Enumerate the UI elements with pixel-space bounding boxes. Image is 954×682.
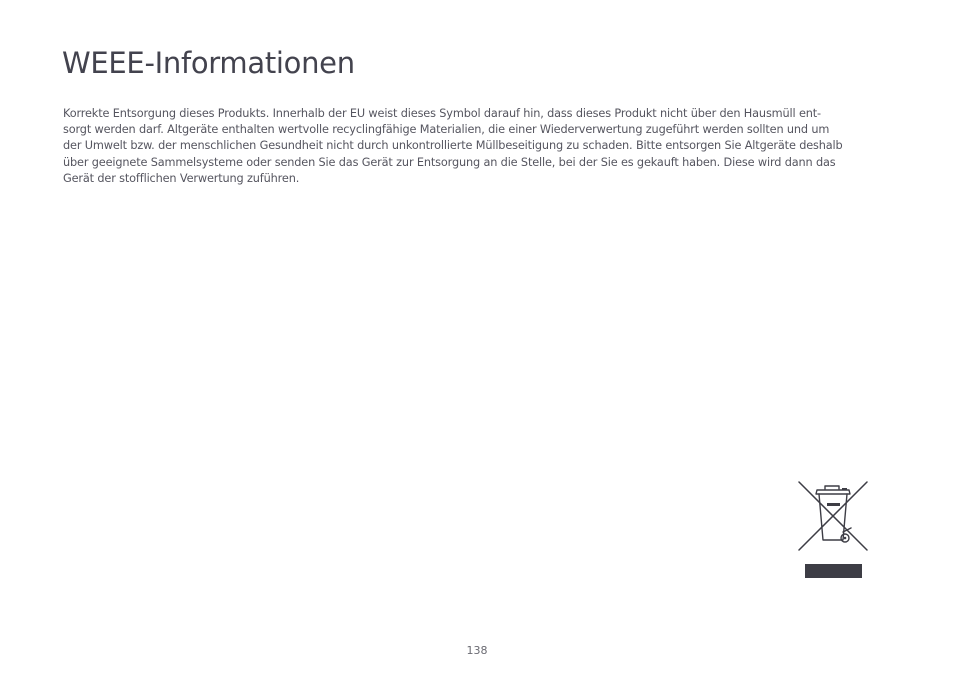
page-title: WEEE-Informationen (62, 46, 355, 80)
crossed-out-wheelie-bin-icon (795, 478, 871, 554)
weee-description (63, 106, 895, 187)
page-number: 138 (466, 644, 488, 657)
paragraph-line: sorgt werden darf. Altgeräte enthalten wertvolle recyclingfähige Materialien, die einer Wiederverwertung zugeführt werden sollten und um (63, 123, 830, 137)
paragraph-line: Korrekte Entsorgung dieses Produkts. Innerhalb der EU weist dieses Symbol darauf hin, dass dieses Produkt nicht über den Hausmüll ent- (63, 107, 821, 120)
paragraph-line: über geeignete Sammelsysteme oder senden Sie das Gerät zur Entsorgung an die Stelle, bei der Sie es gekauft haben. Diese wird dann das (63, 155, 836, 169)
weee-bar-marker (805, 564, 862, 578)
paragraph-line: der Umwelt bzw. der menschlichen Gesundheit nicht durch unkontrollierte Müllbeseitigung zu schaden. Bitte entsorgen Sie Altgeräte deshalb (63, 139, 843, 153)
paragraph-line: Gerät der stofflichen Verwertung zuführen. (63, 171, 300, 185)
